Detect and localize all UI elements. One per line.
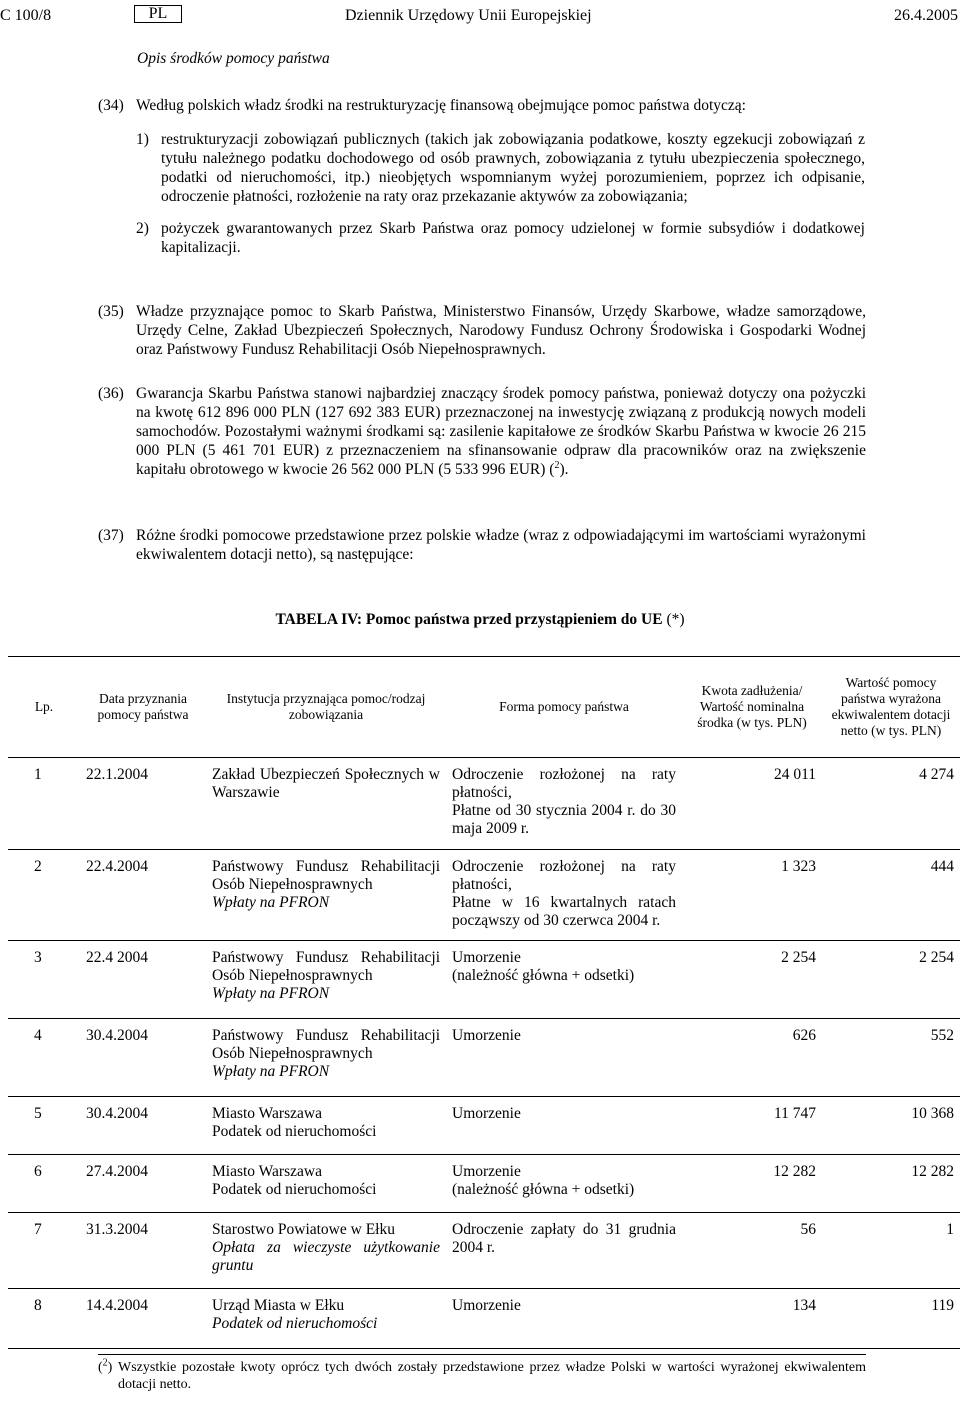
paragraph-text: Według polskich władz środki na restrukturyzację finansową obejmujące pomoc państwa dotyczą:	[136, 97, 746, 114]
paragraph-37	[98, 526, 866, 564]
cell-lp: 8	[8, 1289, 80, 1349]
cell-form: Umorzenie	[446, 1097, 682, 1155]
paragraph-text: Władze przyznające pomoc to Skarb Państwa, Ministerstwo Finansów, Urzędy Skarbowe, władze samorządowe, Urzędy Celne, Zakład Ubezpieczeń Społecznych, Narodowy Fundusz Ochrony Środowiska i Gospodarki Wodnej oraz Państwowy Fundusz Rehabilitacji Osób Niepełnosprawnych.	[136, 303, 866, 358]
page-header	[0, 4, 960, 26]
cell-amount: 2 254	[682, 941, 822, 1019]
cell-institution	[206, 1213, 446, 1289]
cell-institution	[206, 850, 446, 941]
cell-amount: 11 747	[682, 1097, 822, 1155]
cell-form: Odroczenie zapłaty do 31 grudnia 2004 r.	[446, 1213, 682, 1289]
institution-name: Państwowy Fundusz Rehabilitacji Osób Niepełnosprawnych	[212, 949, 440, 984]
form-line: Odroczenie rozłożonej na raty płatności,	[452, 766, 676, 801]
institution-name: Państwowy Fundusz Rehabilitacji Osób Niepełnosprawnych	[212, 1027, 440, 1062]
institution-subtype: Podatek od nieruchomości	[212, 1181, 377, 1198]
cell-institution	[206, 1097, 446, 1155]
paragraph-number: (36)	[98, 385, 124, 402]
institution-name: Miasto Warszawa	[212, 1163, 322, 1180]
institution-name: Urząd Miasta w Ełku	[212, 1297, 345, 1314]
cell-amount: 134	[682, 1289, 822, 1349]
cell-lp: 5	[8, 1097, 80, 1155]
cell-lp: 7	[8, 1213, 80, 1289]
cell-date: 30.4.2004	[80, 1097, 206, 1155]
footnote-number-value: 2	[102, 1357, 108, 1369]
table-row	[8, 1155, 960, 1213]
form-line-2: (należność główna + odsetki)	[452, 1181, 635, 1198]
cell-amount: 56	[682, 1213, 822, 1289]
paragraph-34	[98, 96, 866, 115]
cell-date: 27.4.2004	[80, 1155, 206, 1213]
column-header-institution: Instytucja przyznająca pomoc/rodzaj zobowiązania	[206, 657, 446, 758]
footnotes	[98, 1354, 866, 1393]
paragraph-36	[98, 384, 866, 479]
cell-date: 30.4.2004	[80, 1019, 206, 1097]
column-header-form: Forma pomocy państwa	[446, 657, 682, 758]
table-row	[8, 1097, 960, 1155]
cell-form	[446, 758, 682, 850]
cell-value: 12 282	[822, 1155, 960, 1213]
cell-date: 31.3.2004	[80, 1213, 206, 1289]
footnote-number-open: (	[98, 1360, 103, 1375]
cell-form	[446, 941, 682, 1019]
table-title-text: TABELA IV: Pomoc państwa przed przystąpieniem do UE	[275, 611, 663, 628]
table-row	[8, 758, 960, 850]
cell-amount: 12 282	[682, 1155, 822, 1213]
cell-form	[446, 1155, 682, 1213]
list-item-number: 1)	[136, 131, 149, 148]
cell-value: 10 368	[822, 1097, 960, 1155]
language-badge: PL	[134, 5, 182, 23]
cell-institution	[206, 1155, 446, 1213]
cell-date: 22.1.2004	[80, 758, 206, 850]
institution-subtype: Opłata za wieczyste użytkowanie gruntu	[212, 1239, 440, 1274]
state-aid-table	[8, 656, 960, 1349]
cell-amount: 626	[682, 1019, 822, 1097]
table-row	[8, 850, 960, 941]
institution-subtype: Wpłaty na PFRON	[212, 1063, 330, 1080]
footnote-ref[interactable]: 2	[554, 459, 560, 471]
paragraph-35	[98, 302, 866, 359]
cell-institution	[206, 1289, 446, 1349]
form-line: Odroczenie rozłożonej na raty płatności,	[452, 858, 676, 893]
cell-lp: 3	[8, 941, 80, 1019]
table-row	[8, 941, 960, 1019]
footnote-number-close: )	[107, 1360, 113, 1375]
cell-institution	[206, 1019, 446, 1097]
form-line-2: (należność główna + odsetki)	[452, 967, 635, 984]
paragraph-text	[136, 384, 866, 479]
cell-value: 119	[822, 1289, 960, 1349]
institution-subtype: Podatek od nieruchomości	[212, 1123, 377, 1140]
cell-lp: 6	[8, 1155, 80, 1213]
table-row	[8, 1213, 960, 1289]
cell-value: 444	[822, 850, 960, 941]
cell-lp: 4	[8, 1019, 80, 1097]
table-title-mark: (*)	[666, 611, 685, 628]
form-line: Umorzenie	[452, 1163, 521, 1180]
cell-value: 2 254	[822, 941, 960, 1019]
cell-date: 22.4 2004	[80, 941, 206, 1019]
institution-name: Państwowy Fundusz Rehabilitacji Osób Niepełnosprawnych	[212, 858, 440, 893]
cell-date: 22.4.2004	[80, 850, 206, 941]
column-header-date: Data przyznania pomocy państwa	[80, 657, 206, 758]
list-item-number: 2)	[136, 220, 149, 237]
cell-lp: 2	[8, 850, 80, 941]
institution-subtype: Wpłaty na PFRON	[212, 894, 330, 911]
journal-date: 26.4.2005	[894, 7, 958, 24]
footnote-ref-open: (	[545, 461, 555, 478]
list-item-text: pożyczek gwarantowanych przez Skarb Państwa oraz pomocy udzielonej w formie subsydiów i dodatkowej kapitalizacji.	[161, 220, 865, 256]
cell-amount: 1 323	[682, 850, 822, 941]
cell-value: 552	[822, 1019, 960, 1097]
footnote-text: Wszystkie pozostałe kwoty oprócz tych dwóch zostały przedstawione przez władze Polski w wartości wyrażonej ekwiwalentem dotacji netto.	[118, 1360, 866, 1392]
cell-form: Umorzenie	[446, 1019, 682, 1097]
table-header-row	[8, 657, 960, 758]
form-line: Umorzenie	[452, 949, 521, 966]
institution-name: Starostwo Powiatowe w Ełku	[212, 1221, 395, 1238]
paragraph-number: (34)	[98, 97, 124, 114]
journal-title: Dziennik Urzędowy Unii Europejskiej	[345, 7, 592, 24]
paragraph-body: Gwarancja Skarbu Państwa stanowi najbardziej znaczący środek pomocy państwa, ponieważ dotyczy ona pożyczki na kwotę 612 896 000 PLN (127 692 383 EUR) przeznaczonej na inwestycję związaną z produkcją nowych modeli samochodów. Pozostałymi ważnymi środkami są: zasilenie kapitałowe ze środków Skarbu Państwa w kwocie 26 215 000 PLN (5 461 701 EUR) z przeznaczeniem na sfinansowanie odpraw dla pracowników oraz na zwiększenie kapitału obrotowego w kwocie 26 562 000 PLN (5 533 996 EUR)	[136, 385, 866, 478]
cell-amount: 24 011	[682, 758, 822, 850]
cell-form	[446, 850, 682, 941]
column-header-amount: Kwota zadłużenia/ Wartość nominalna środka (w tys. PLN)	[682, 657, 822, 758]
column-header-lp: Lp.	[8, 657, 80, 758]
journal-code: C 100/8	[0, 7, 52, 24]
cell-value: 4 274	[822, 758, 960, 850]
institution-subtype: Wpłaty na PFRON	[212, 985, 330, 1002]
list-item	[136, 130, 865, 206]
footnote-number	[98, 1359, 112, 1376]
paragraph-number: (35)	[98, 303, 124, 320]
form-line-2: Płatne od 30 stycznia 2004 r. do 30 maja 2009 r.	[452, 802, 676, 837]
section-title: Opis środków pomocy państwa	[137, 50, 330, 67]
list-item	[136, 219, 865, 257]
footnote-ref-close: ).	[559, 461, 569, 478]
list-item-text: restrukturyzacji zobowiązań publicznych (takich jak zobowiązania podatkowe, koszty egzekucji zobowiązań z tytułu należnego podatku dochodowego od osób prawnych, zobowiązania z tytułu ubezpieczenia społecznego, podatki od nieruchomości, itp.) nieobjętych wspomnianym wyżej porozumieniem, poprzez ich odpisanie, odroczenie płatności, rozłożenie na raty oraz przekazanie aktywów za zobowiązania;	[161, 131, 865, 205]
paragraph-number: (37)	[98, 527, 124, 544]
table-row	[8, 1019, 960, 1097]
cell-institution: Zakład Ubezpieczeń Społecznych w Warszawie	[206, 758, 446, 850]
cell-date: 14.4.2004	[80, 1289, 206, 1349]
form-line-2: Płatne w 16 kwartalnych ratach począwszy od 30 czerwca 2004 r.	[452, 894, 676, 929]
institution-name: Miasto Warszawa	[212, 1105, 322, 1122]
table-row	[8, 1289, 960, 1349]
cell-institution	[206, 941, 446, 1019]
paragraph-text: Różne środki pomocowe przedstawione przez polskie władze (wraz z odpowiadającymi im wartościami wyrażonymi ekwiwalentem dotacji netto), są następujące:	[136, 527, 866, 563]
column-header-value: Wartość pomocy państwa wyrażona ekwiwalentem dotacji netto (w tys. PLN)	[822, 657, 960, 758]
paragraph-34-items	[136, 130, 865, 270]
institution-subtype: Podatek od nieruchomości	[212, 1315, 378, 1332]
cell-lp: 1	[8, 758, 80, 850]
cell-value: 1	[822, 1213, 960, 1289]
cell-form: Umorzenie	[446, 1289, 682, 1349]
table-title	[0, 610, 960, 629]
